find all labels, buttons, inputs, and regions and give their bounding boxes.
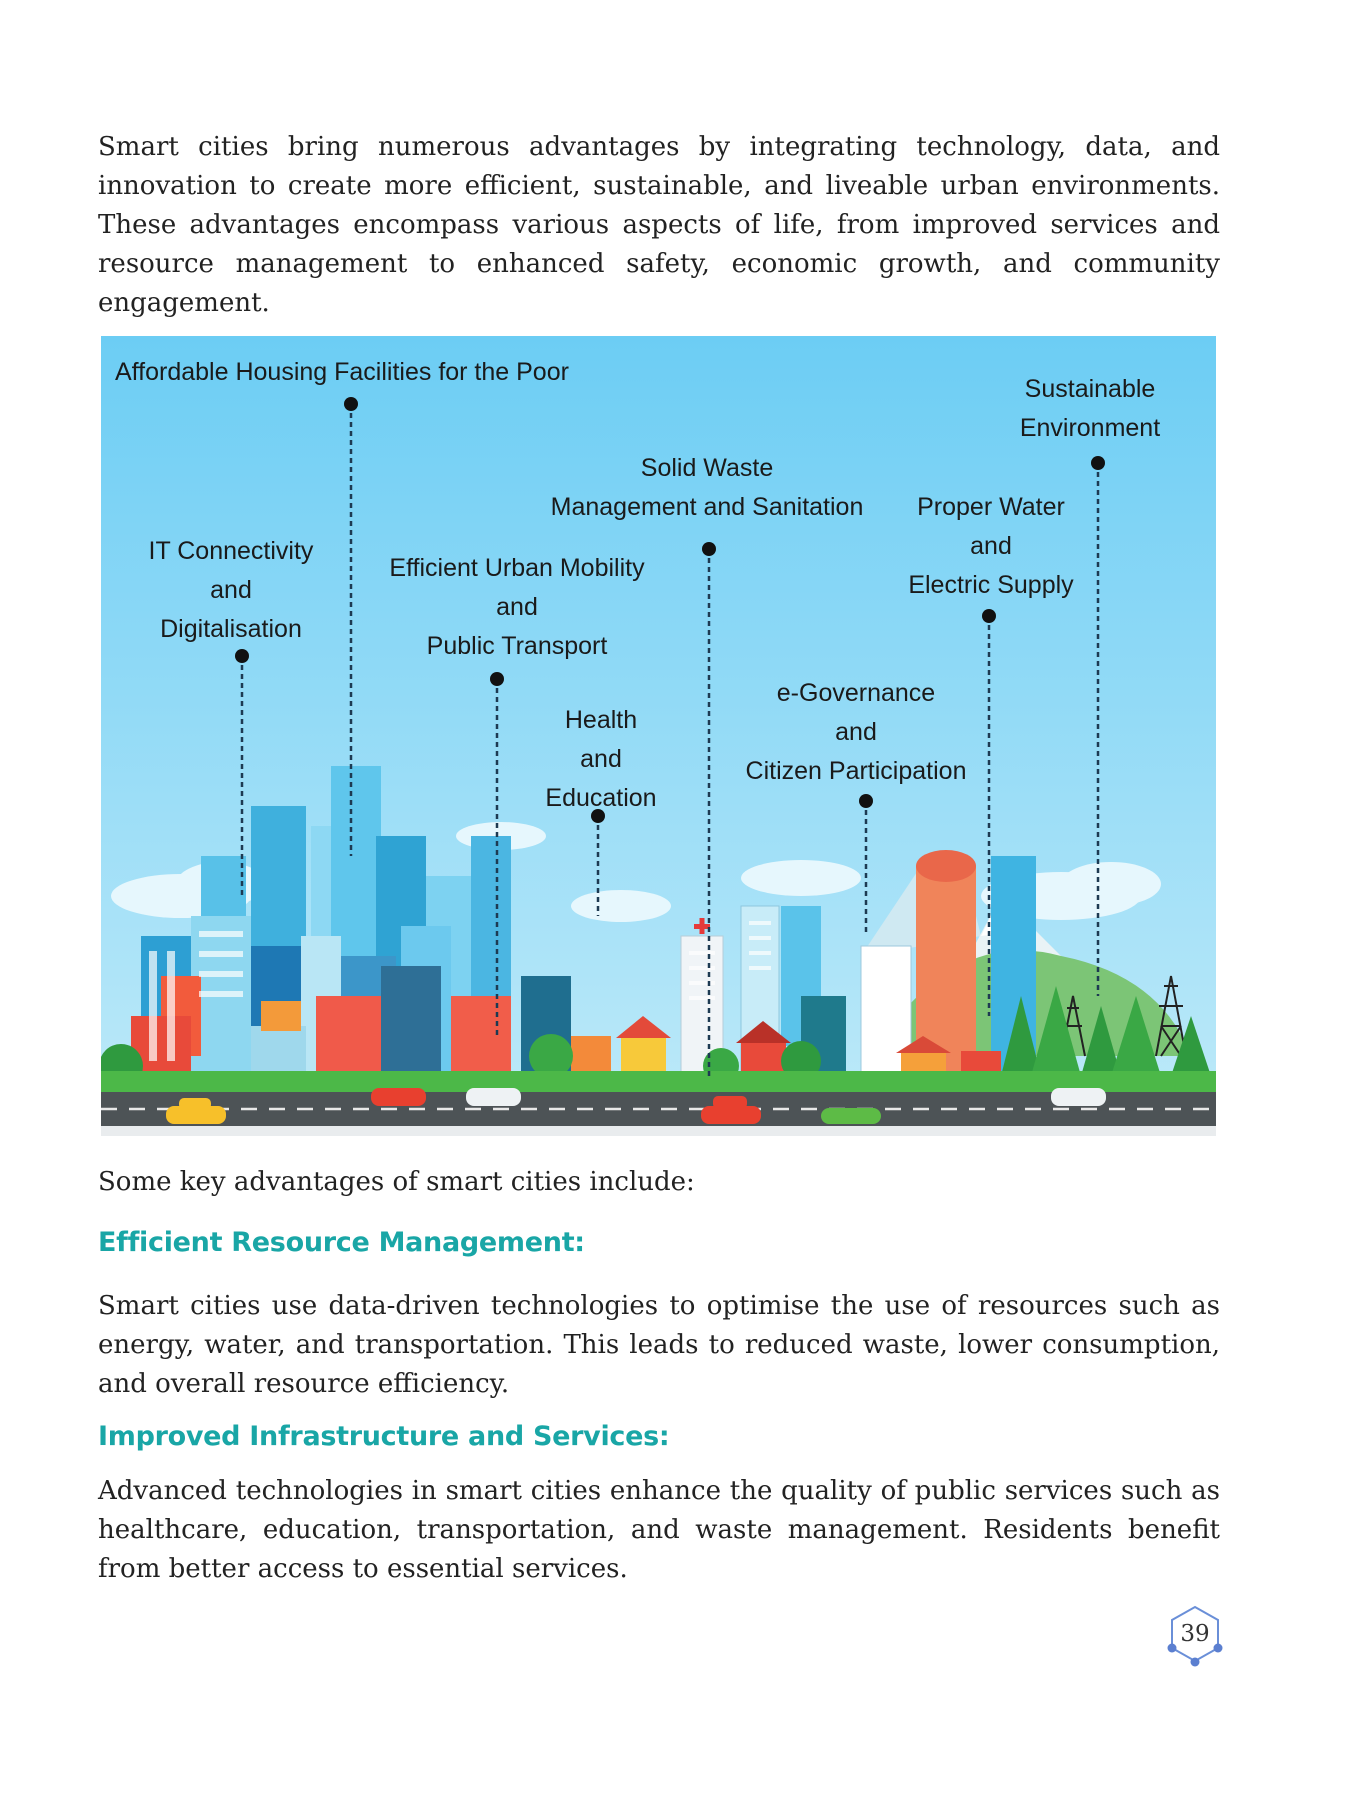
label-health-line1: Health: [564, 706, 638, 734]
marker-water-dot: [982, 609, 996, 623]
page-number-badge: [1166, 1603, 1224, 1669]
label-egov-line2: and: [835, 718, 877, 746]
page-number: 39: [1180, 1621, 1210, 1647]
key-advantages-intro: Some key advantages of smart cities include:: [98, 1167, 695, 1197]
marker-waste-dot: [702, 542, 716, 556]
label-egov-line3: Citizen Participation: [745, 757, 967, 785]
label-waste-line1: Solid Waste: [640, 454, 774, 482]
label-health-line2: and: [580, 745, 622, 773]
section-body-infrastructure: Advanced technologies in smart cities enhance the quality of public services such as healthcare, education, transportation, and waste management. Residents benefit from better access to essential services.: [98, 1476, 1220, 1584]
section-heading-infrastructure: Improved Infrastructure and Services:: [98, 1421, 670, 1452]
marker-environment-dot: [1091, 456, 1105, 470]
label-egov-line1: e-Governance: [776, 679, 936, 707]
marker-it-dot: [235, 649, 249, 663]
intro-paragraph: Smart cities bring numerous advantages by integrating technology, data, and innovation to create more efficient, sustainable, and liveable urban environments. These advantages encompass various aspects of life, from improved services and resource management to enhanced safety, economic growth, and community engagement.: [98, 132, 1220, 318]
label-housing: Affordable Housing Facilities for the Poor: [115, 358, 569, 386]
road: [101, 1092, 1216, 1126]
label-it-line1: IT Connectivity: [148, 537, 314, 565]
label-waste-line2: Management and Sanitation: [550, 493, 864, 521]
label-it-line2: and: [210, 576, 252, 604]
label-environment-line1: Sustainable: [1024, 375, 1156, 403]
label-mobility-line1: Efficient Urban Mobility: [389, 554, 645, 582]
label-environment-line2: Environment: [1019, 414, 1161, 442]
marker-mobility-dot: [490, 672, 504, 686]
label-water-line1: Proper Water: [917, 493, 1065, 521]
smart-city-illustration: [101, 336, 1216, 1136]
marker-housing-dot: [344, 397, 358, 411]
label-health-line3: Education: [545, 784, 657, 812]
label-water-line3: Electric Supply: [908, 571, 1074, 599]
label-it-line3: Digitalisation: [160, 615, 302, 643]
label-mobility-line2: and: [496, 593, 538, 621]
section-body-resource-management: Smart cities use data-driven technologies to optimise the use of resources such as energy, water, and transportation. This leads to reduced waste, lower consumption, and overall resource efficiency.: [98, 1291, 1220, 1399]
marker-egov-dot: [859, 794, 873, 808]
label-mobility-line3: Public Transport: [426, 632, 608, 660]
label-water-line2: and: [970, 532, 1012, 560]
section-heading-resource-management: Efficient Resource Management:: [98, 1227, 585, 1258]
